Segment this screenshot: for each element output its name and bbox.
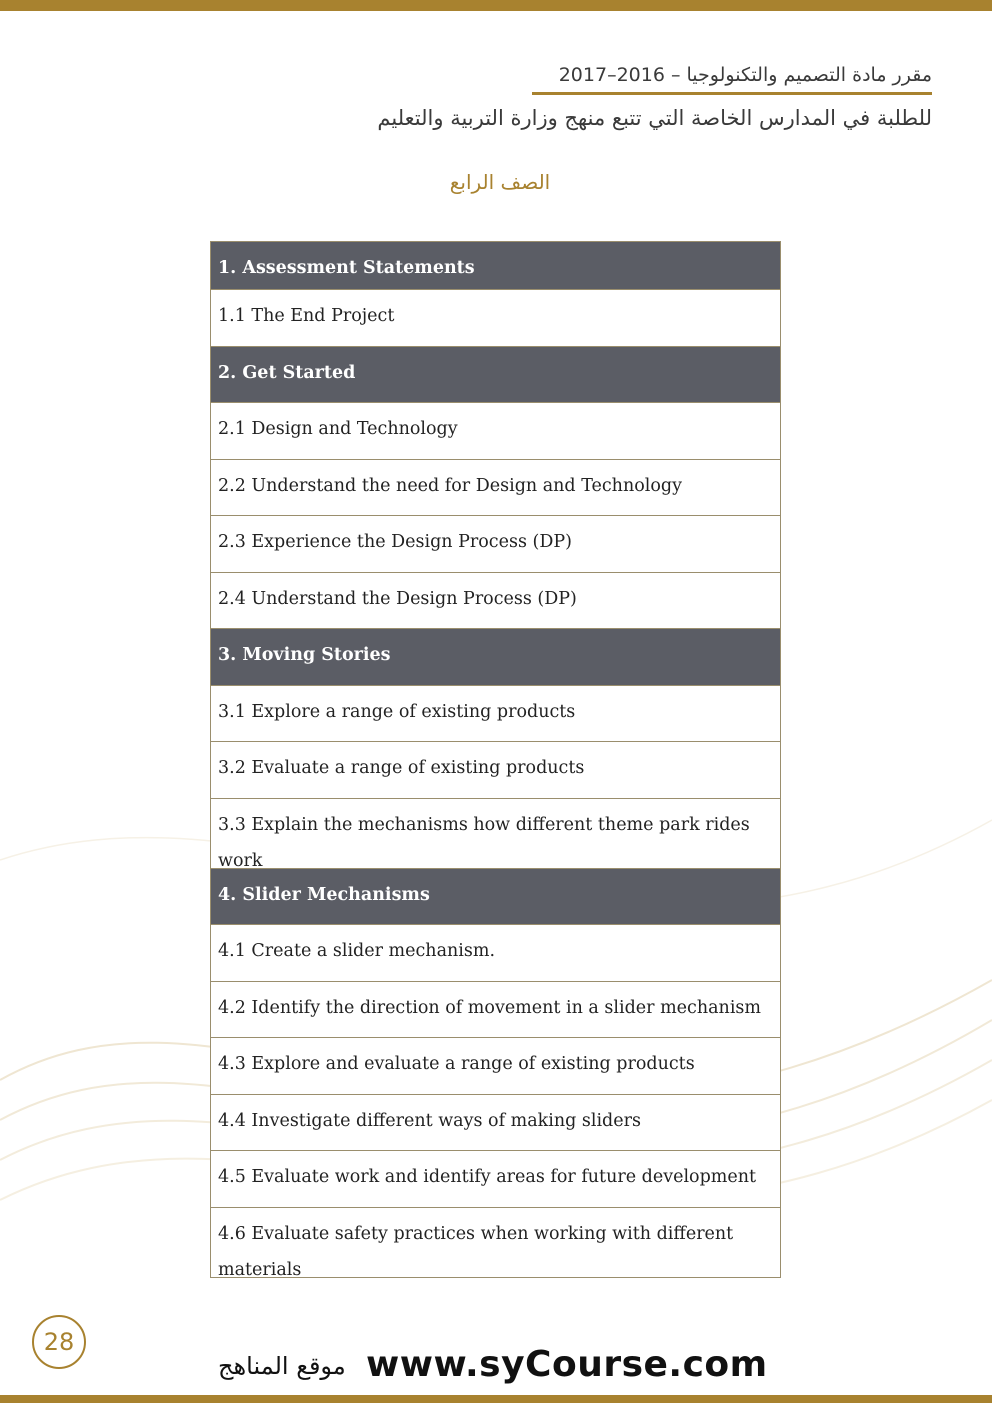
toc-section-row: 3. Moving Stories: [211, 629, 780, 686]
top-accent-bar: [0, 0, 992, 11]
toc-item-row: 4.4 Investigate different ways of making sliders: [211, 1095, 780, 1151]
course-subtitle: للطلبة في المدارس الخاصة التي تتبع منهج وزارة التربية والتعليم: [377, 106, 932, 130]
toc-item-row: 2.1 Design and Technology: [211, 403, 780, 460]
toc-section-row: 4. Slider Mechanisms: [211, 869, 780, 925]
table-of-contents: [210, 241, 781, 1278]
toc-item-row: 3.3 Explain the mechanisms how different theme park rides work: [211, 799, 780, 869]
toc-section-row: 1. Assessment Statements: [211, 242, 780, 290]
toc-item-row: 2.3 Experience the Design Process (DP): [211, 516, 780, 573]
toc-item-row: 4.6 Evaluate safety practices when working with different materials: [211, 1208, 780, 1278]
toc-item-row: 2.4 Understand the Design Process (DP): [211, 573, 780, 629]
site-label: موقع المناهج: [218, 1352, 346, 1380]
grade-heading: الصف الرابع: [449, 170, 551, 194]
toc-item-row: 4.5 Evaluate work and identify areas for future development: [211, 1151, 780, 1208]
toc-item-row: 4.3 Explore and evaluate a range of existing products: [211, 1038, 780, 1095]
site-url-link[interactable]: www.syCourse.com: [366, 1344, 768, 1385]
page-number-badge: 28: [32, 1315, 86, 1369]
bottom-accent-bar: [0, 1395, 992, 1403]
toc-item-row: 3.1 Explore a range of existing products: [211, 686, 780, 742]
toc-item-row: 1.1 The End Project: [211, 290, 780, 347]
toc-item-row: 4.2 Identify the direction of movement in a slider mechanism: [211, 982, 780, 1038]
toc-item-row: 4.1 Create a slider mechanism.: [211, 925, 780, 982]
toc-item-row: 2.2 Understand the need for Design and Technology: [211, 460, 780, 516]
toc-section-row: 2. Get Started: [211, 347, 780, 403]
course-title: مقرر مادة التصميم والتكنولوجيا – 2016–2017: [532, 64, 932, 95]
toc-item-row: 3.2 Evaluate a range of existing products: [211, 742, 780, 799]
